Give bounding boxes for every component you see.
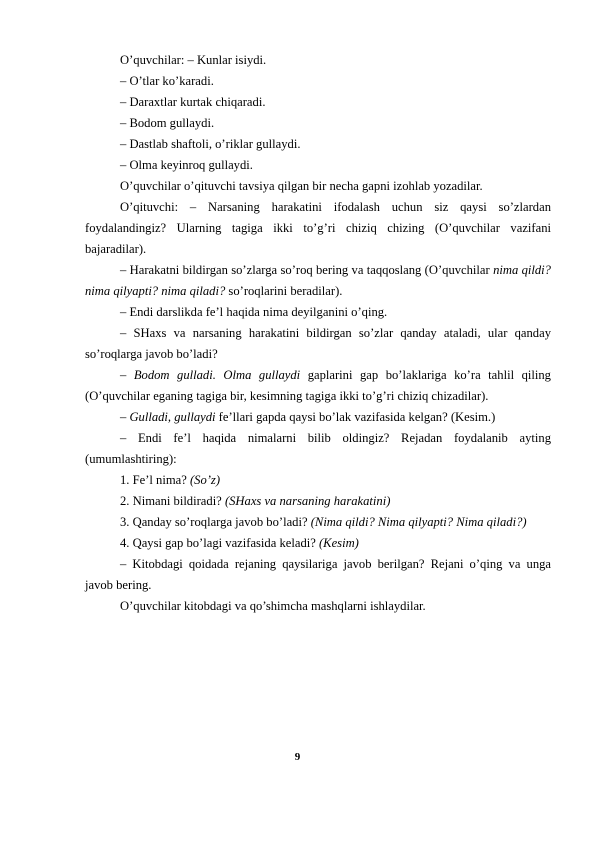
paragraph <box>85 155 551 176</box>
text-run: so’roqlarini beradilar). <box>225 284 343 298</box>
text-run: – Dastlab shaftoli, o’riklar gullaydi. <box>120 137 301 151</box>
paragraph <box>85 176 551 197</box>
paragraph <box>85 113 551 134</box>
paragraph <box>85 197 551 260</box>
paragraph <box>85 428 551 470</box>
text-run: O’quvchilar o’qituvchi tavsiya qilgan bir necha gapni izohlab yozadilar. <box>120 179 483 193</box>
paragraph <box>85 596 551 617</box>
italic-text: nima qildi? nima qilyapti? nima qiladi? <box>85 263 551 298</box>
text-run: gaplarini gap bo’laklariga ko’ra tahlil qiling (O’quvchilar eganing tagiga bir, kesimning tagiga ikki to’g’ri chiziq chizadilar). <box>85 368 551 403</box>
paragraph <box>85 302 551 323</box>
text-run: fe’llari gapda qaysi bo’lak vazifasida kelgan? (Kesim.) <box>215 410 496 424</box>
text-run: O’qituvchi: – Narsaning harakatini ifodalash uchun siz qaysi so’zlardan foydalandingiz? Ularning tagiga ikki to’g’ri chiziq chizing (O’quvchilar vazifani bajaradilar). <box>85 200 551 256</box>
paragraph <box>85 260 551 302</box>
italic-text: (Nima qildi? Nima qilyapti? Nima qiladi?) <box>310 515 527 529</box>
text-run: – <box>120 410 130 424</box>
italic-text: (Kesim) <box>318 536 359 550</box>
text-run: O’quvchilar kitobdagi va qo’shimcha mashqlarni ishlaydilar. <box>120 599 426 613</box>
paragraph <box>85 92 551 113</box>
page-number: 9 <box>294 751 301 763</box>
text-run: – Olma keyinroq gullaydi. <box>120 158 253 172</box>
text-run: – Harakatni bildirgan so’zlarga so’roq bering va taqqoslang (O’quvchilar <box>120 263 494 277</box>
text-run: – Endi fe’l haqida nimalarni bilib oldingiz? Rejadan foydalanib ayting (umumlashtiring): <box>85 431 551 466</box>
italic-text: Gulladi, gullaydi <box>129 410 216 424</box>
paragraph <box>85 554 551 596</box>
paragraph <box>85 134 551 155</box>
text-run: O’quvchilar: – Kunlar isiydi. <box>120 53 267 67</box>
text-run: 3. Qanday so’roqlarga javob bo’ladi? <box>120 515 311 529</box>
italic-text: Bodom gulladi. Olma gullaydi <box>133 368 301 382</box>
text-run: – Kitobdagi qoidada rejaning qaysilariga javob berilgan? Rejani o’qing va unga javob bering. <box>85 557 551 592</box>
text-run: – Daraxtlar kurtak chiqaradi. <box>120 95 266 109</box>
paragraph <box>85 407 551 428</box>
paragraph <box>85 71 551 92</box>
paragraph <box>85 50 551 71</box>
paragraph <box>85 365 551 407</box>
text-run: 1. Fe’l nima? <box>120 473 190 487</box>
paragraph <box>85 323 551 365</box>
text-run: 2. Nimani bildiradi? <box>120 494 225 508</box>
text-run: – Endi darslikda fe’l haqida nima deyilganini o’qing. <box>120 305 388 319</box>
text-run: – Bodom gullaydi. <box>120 116 215 130</box>
text-run: 4. Qaysi gap bo’lagi vazifasida keladi? <box>120 536 319 550</box>
italic-text: (So’z) <box>189 473 221 487</box>
text-run: – SHaxs va narsaning harakatini bildirgan so’zlar qanday ataladi, ular qanday so’roqlarga javob bo’ladi? <box>85 326 551 361</box>
text-run: – O’tlar ko’karadi. <box>120 74 214 88</box>
italic-text: (SHaxs va narsaning harakatini) <box>224 494 391 508</box>
paragraph <box>85 512 551 533</box>
text-run: – <box>120 368 134 382</box>
document-body <box>85 50 551 617</box>
paragraph <box>85 470 551 491</box>
paragraph <box>85 491 551 512</box>
paragraph <box>85 533 551 554</box>
